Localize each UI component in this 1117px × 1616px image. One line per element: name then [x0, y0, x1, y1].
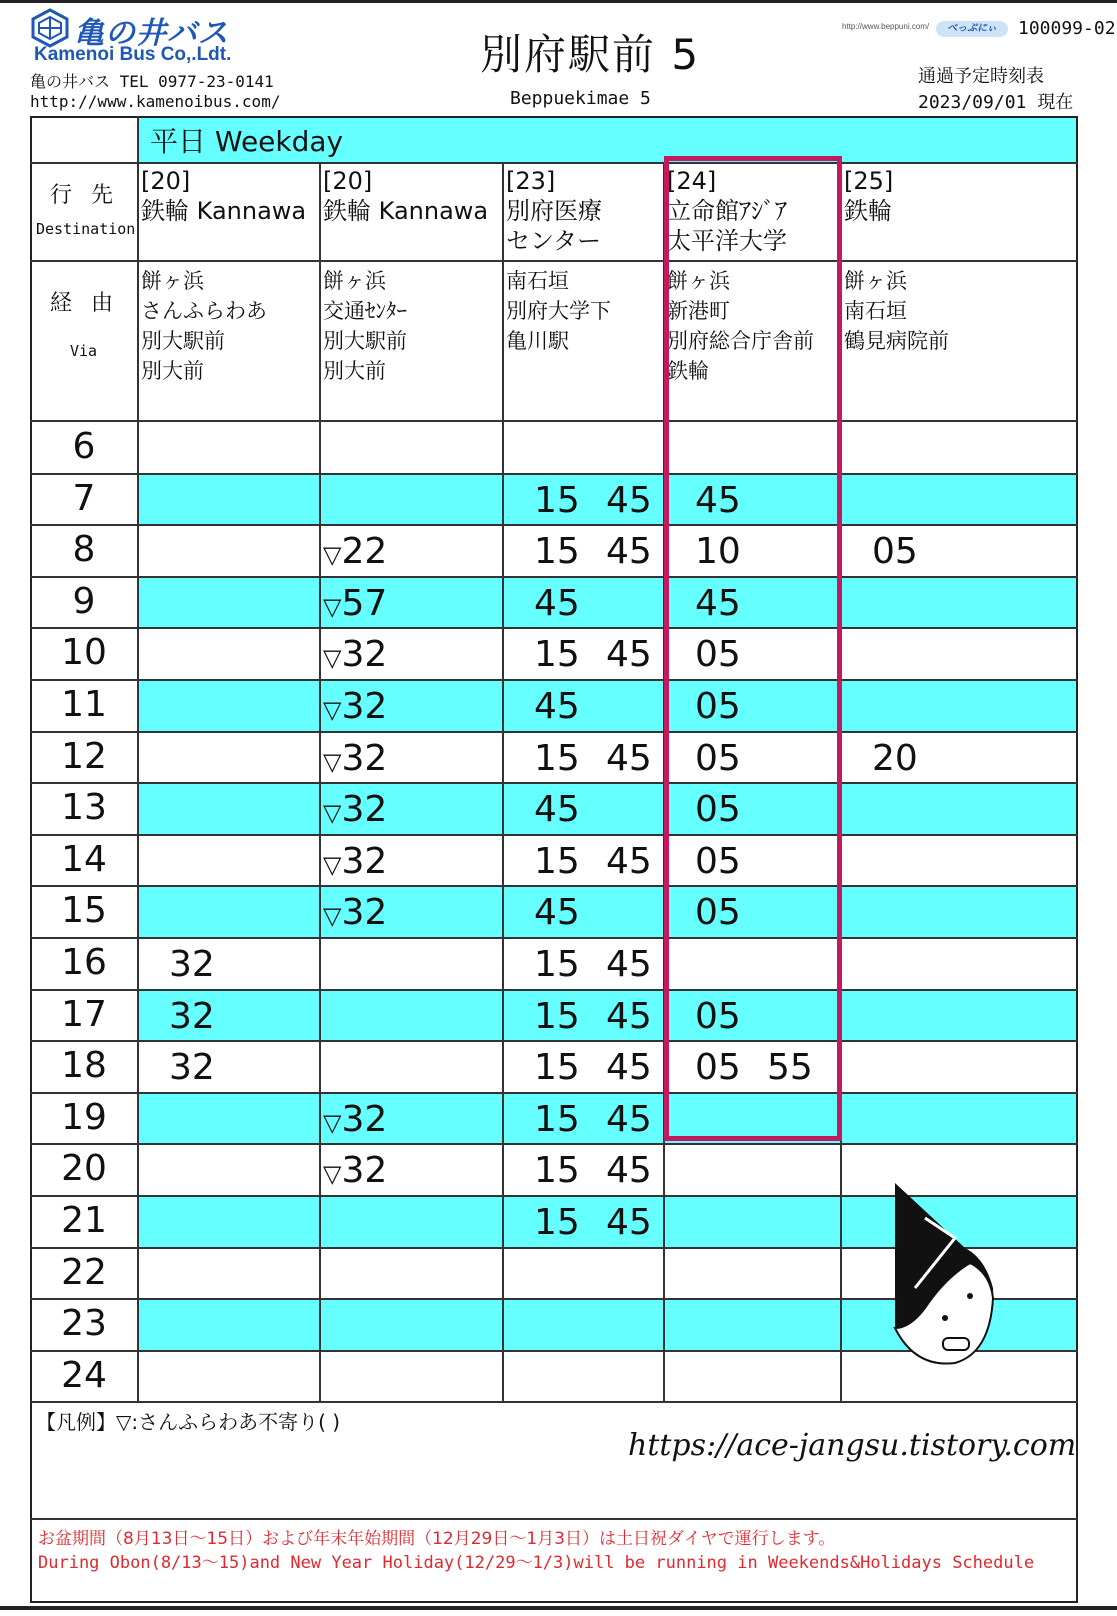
hour-label: 24 — [61, 1354, 107, 1396]
departure-minute: 15 — [534, 1202, 580, 1243]
hour-label: 19 — [61, 1096, 107, 1138]
hour-label: 21 — [61, 1200, 107, 1241]
top-border — [0, 0, 1117, 3]
hour-label: 22 — [61, 1251, 107, 1293]
timetable-code: 100099-02 — [1018, 18, 1116, 39]
stop-title: 別府駅前 5 — [480, 30, 701, 79]
departure-minute: 45 — [534, 686, 580, 727]
schedule-label: 通過予定時刻表 — [918, 66, 1044, 87]
hour-label: 18 — [61, 1045, 107, 1087]
row-stripe — [139, 886, 1076, 938]
departure-minute: 45 — [534, 582, 580, 624]
via-stop: 南石垣 — [506, 269, 569, 293]
departure-minute: 05 — [872, 531, 918, 573]
departure-minute: ▽32 — [323, 789, 388, 831]
route-via — [323, 266, 407, 386]
departure-minute: 05 — [695, 737, 741, 779]
route-number: [20] — [323, 167, 373, 195]
beppuni-badge: べっぷにぃ — [936, 21, 1008, 37]
departure-minute: 15 — [534, 944, 580, 985]
company-phone: 亀の井バス TEL 0977-23-0141 — [30, 72, 274, 91]
departure-minute: 15 — [534, 1098, 580, 1140]
row-stripe — [139, 680, 1076, 732]
departure-minute: 20 — [872, 737, 918, 779]
logo-subtitle: Kamenoi Bus Co,.Ldt. — [34, 44, 232, 65]
departure-minute: 45 — [606, 1098, 652, 1140]
hour-label: 10 — [61, 632, 107, 674]
via-stop: 交通ｾﾝﾀｰ — [323, 299, 407, 323]
departure-minute: 15 — [534, 840, 580, 882]
via-stop: 別大前 — [141, 359, 204, 383]
hour-label: 6 — [72, 426, 96, 467]
blog-watermark: https://ace-jangsu.tistory.com — [628, 1428, 1077, 1463]
departure-minute: 05 — [695, 789, 741, 831]
departure-minute: 45 — [606, 1047, 652, 1089]
route-number: [24] — [667, 167, 717, 195]
hour-label: 23 — [61, 1303, 107, 1345]
via-stop: 餅ヶ浜 — [667, 269, 730, 293]
via-stop: 鉄輪 — [667, 359, 709, 383]
logo-name: 亀の井バス — [74, 16, 229, 51]
company-url[interactable]: http://www.kamenoibus.com/ — [30, 92, 281, 111]
route-dest2 — [844, 226, 893, 256]
route-dest2: 太平洋大学 — [667, 227, 787, 255]
departure-minute: 45 — [695, 479, 741, 521]
via-stop: 南石垣 — [844, 299, 907, 323]
via-stop: 別府大学下 — [506, 299, 611, 323]
effective-date: 2023/09/01 現在 — [918, 92, 1074, 113]
route-dest2 — [323, 226, 488, 256]
route-destination — [323, 166, 488, 256]
via-label: 経 由 — [50, 291, 119, 316]
day-type-label: 平日 Weekday — [150, 125, 344, 158]
departure-minute: 45 — [606, 1202, 652, 1243]
departure-minute: 10 — [695, 531, 741, 573]
destination-label: 行 先 — [50, 183, 119, 208]
via-stop: 餅ヶ浜 — [141, 269, 204, 293]
route-via — [141, 266, 267, 386]
departure-minute: ▽32 — [323, 737, 388, 779]
stop-title-en: Beppuekimae 5 — [510, 88, 651, 109]
departure-minute: 45 — [606, 479, 652, 521]
departure-minute: 45 — [606, 840, 652, 882]
hour-label: 8 — [72, 529, 96, 571]
hour-label: 7 — [72, 477, 96, 519]
row-stripe — [139, 783, 1076, 835]
route-number: [20] — [141, 167, 191, 195]
departure-minute: 32 — [169, 995, 215, 1037]
route-dest1: 鉄輪 Kannawa — [323, 197, 489, 225]
departure-minute: 45 — [534, 892, 580, 934]
route-destination — [506, 166, 602, 256]
route-destination — [141, 166, 306, 256]
via-stop: 鶴見病院前 — [844, 329, 949, 353]
via-stop: 餅ヶ浜 — [323, 269, 386, 293]
hour-label: 13 — [61, 787, 107, 829]
notes-divider — [30, 1518, 1078, 1520]
departure-minute: 45 — [695, 582, 741, 624]
via-stop: 餅ヶ浜 — [844, 269, 907, 293]
hour-label: 15 — [61, 890, 107, 932]
departure-minute: 45 — [606, 634, 652, 676]
legend: 【凡例】▽:さんふらわあ不寄り( ) — [36, 1410, 341, 1434]
departure-minute: 15 — [534, 995, 580, 1037]
departure-minute: 45 — [534, 789, 580, 831]
holiday-note-en: During Obon(8/13〜15)and New Year Holiday(12/29〜1/3)will be running in Weekends&Holidays Schedule — [38, 1553, 1035, 1573]
route-dest2 — [141, 226, 306, 256]
departure-minute: 05 — [695, 892, 741, 934]
row-stripe — [139, 577, 1076, 629]
via-stop: 新港町 — [667, 299, 730, 323]
route-24-highlight — [664, 156, 842, 1141]
departure-minute: 15 — [534, 737, 580, 779]
hour-label: 12 — [61, 735, 107, 777]
departure-minute: 05 — [695, 840, 741, 882]
departure-minute: 45 — [606, 737, 652, 779]
departure-minute: 45 — [606, 531, 652, 573]
departure-minute: ▽32 — [323, 1098, 388, 1140]
departure-minute: 45 — [606, 995, 652, 1037]
kamenoi-logo — [30, 6, 260, 66]
departure-minute: 05 — [695, 686, 741, 727]
hour-label: 17 — [61, 993, 107, 1035]
departure-minute: 05 — [695, 995, 741, 1037]
departure-minute: ▽57 — [323, 582, 388, 624]
route-via — [506, 266, 611, 356]
hour-label: 16 — [61, 942, 107, 983]
departure-minute: ▽32 — [323, 686, 388, 727]
route-number: [25] — [844, 167, 894, 195]
departure-minute: ▽32 — [323, 840, 388, 882]
departure-minute: 15 — [534, 1150, 580, 1192]
route-via — [844, 266, 949, 356]
route-dest1: 鉄輪 Kannawa — [141, 197, 307, 225]
departure-minute: ▽32 — [323, 892, 388, 934]
route-dest1: 別府医療 — [506, 197, 602, 225]
beppuni-url[interactable]: http://www.beppuni.com/ — [842, 22, 930, 31]
departure-minute: ▽22 — [323, 531, 388, 573]
route-number: [23] — [506, 167, 556, 195]
departure-minute: 15 — [534, 531, 580, 573]
departure-minute: 15 — [534, 1047, 580, 1089]
logo-mark-icon — [30, 8, 70, 48]
departure-minute: ▽32 — [323, 634, 388, 676]
destination-label-en: Destination — [36, 220, 136, 238]
departure-minute: 45 — [606, 1150, 652, 1192]
route-dest2: センター — [506, 227, 602, 255]
departure-minute: 05 — [695, 634, 741, 676]
departure-minute: 55 — [767, 1047, 813, 1089]
via-stop: さんふらわあ — [141, 299, 267, 323]
departure-minute: 32 — [169, 944, 215, 985]
company-info — [30, 72, 280, 112]
via-stop: 亀川駅 — [506, 329, 569, 353]
doodle-character-icon — [885, 1178, 1005, 1378]
bottom-border — [0, 1606, 1117, 1610]
route-dest1: 鉄輪 — [844, 197, 892, 225]
via-stop: 別大前 — [323, 359, 386, 383]
holiday-note-jp: お盆期間（8月13日〜15日）および年末年始期間（12月29日〜1月3日）は土日祝ダイヤで運行します。 — [38, 1529, 836, 1549]
hour-label: 11 — [61, 684, 107, 725]
route-dest1: 立命館ｱｼﾞｱ — [667, 197, 787, 225]
via-stop: 別大駅前 — [141, 329, 225, 353]
via-label-en: Via — [70, 342, 98, 360]
via-stop: 別府総合庁舎前 — [667, 329, 814, 353]
hour-label: 9 — [72, 580, 96, 622]
departure-minute: 15 — [534, 634, 580, 676]
departure-minute: 32 — [169, 1047, 215, 1089]
hour-label: 14 — [61, 838, 107, 880]
departure-minute: 15 — [534, 479, 580, 521]
via-stop: 別大駅前 — [323, 329, 407, 353]
hour-label: 20 — [61, 1148, 107, 1190]
departure-minute: 45 — [606, 944, 652, 985]
departure-minute: ▽32 — [323, 1150, 388, 1192]
route-destination — [844, 166, 893, 256]
departure-minute: 05 — [695, 1047, 741, 1089]
